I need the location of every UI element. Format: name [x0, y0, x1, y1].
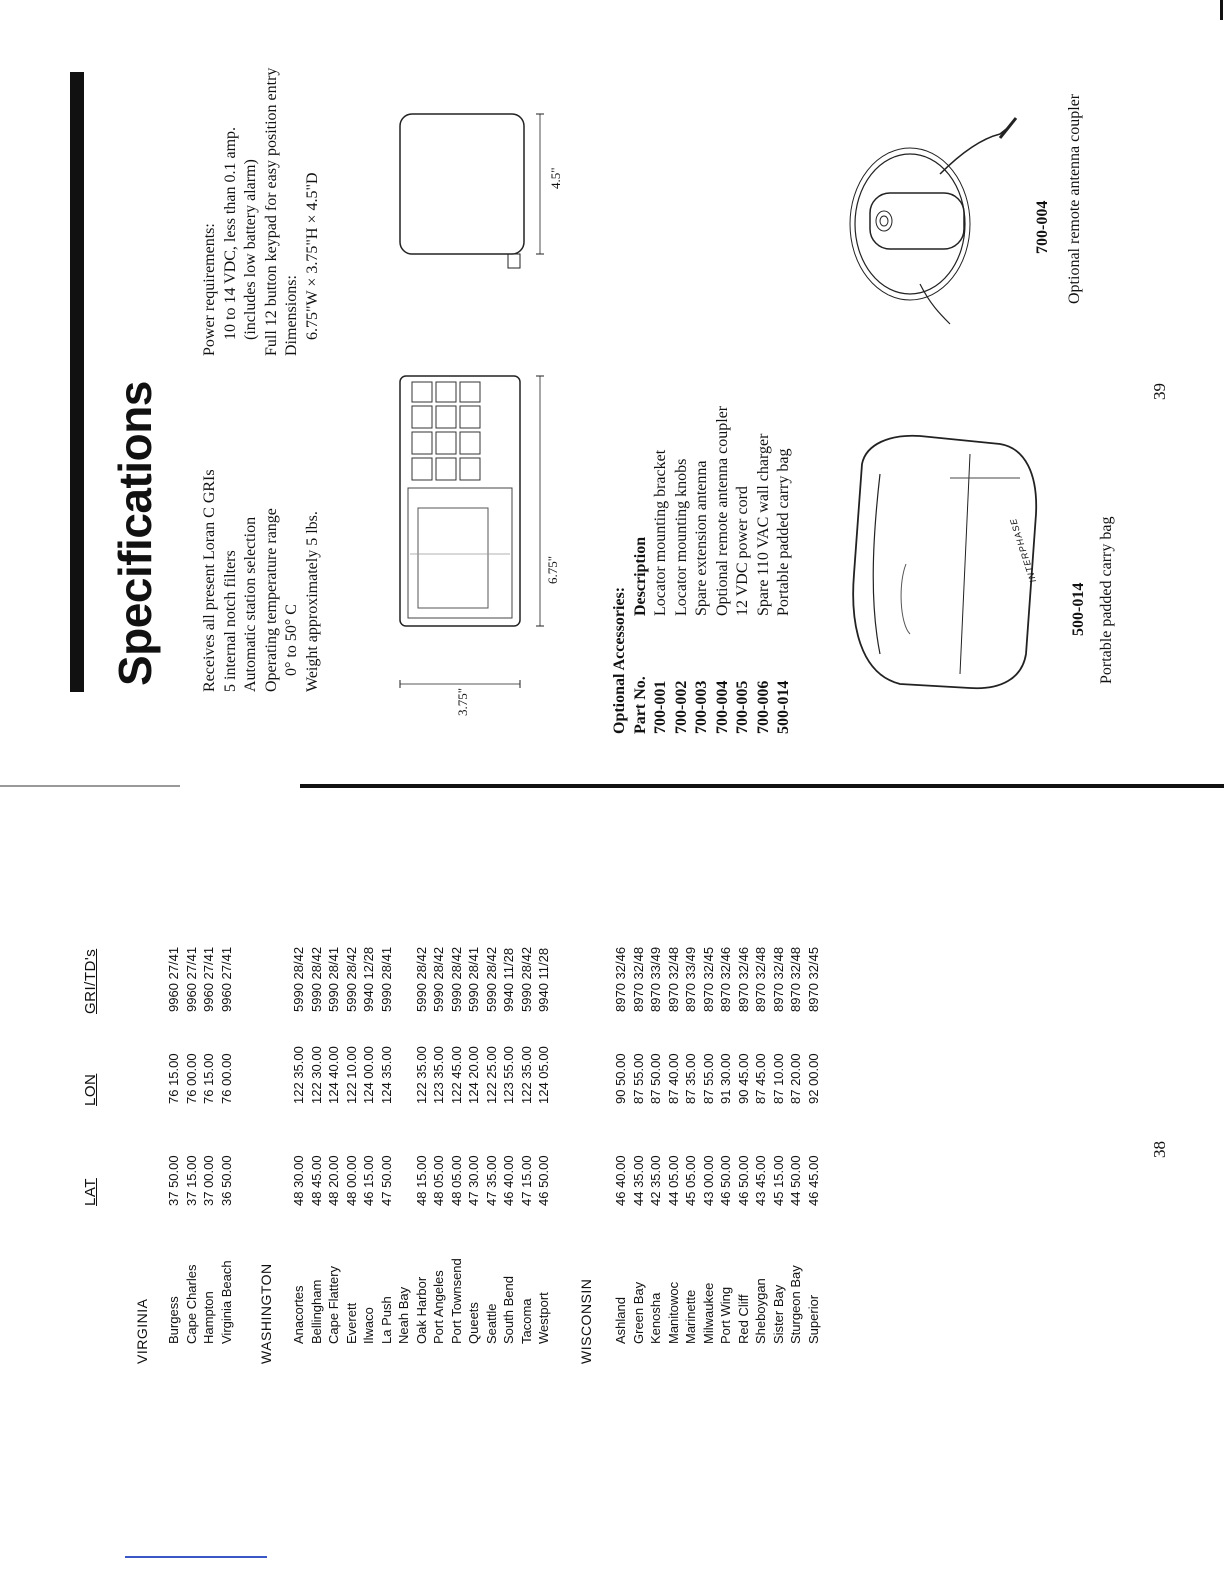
table-row: Milwaukee 43 00.00 87 55.00 8970 32/45	[700, 946, 716, 1344]
page-number-39: 39	[1150, 383, 1169, 400]
bag-part-number: 500-014	[1070, 582, 1087, 636]
spec-line: Power requirements:	[201, 223, 218, 356]
spec-line: Automatic station selection	[242, 516, 259, 692]
table-row: South Bend 46 40.00 123 55.00 9940 11/28	[501, 947, 516, 1344]
state-table-washington	[290, 924, 553, 1344]
coupler-part-number: 700-004	[1034, 200, 1051, 254]
table-row: Tacoma 47 15.00 122 35.00 5990 28/42	[518, 946, 534, 1344]
spec-line: Dimensions:	[283, 275, 300, 356]
table-row: Cape Flattery 48 20.00 124 40.00 5990 28/41	[326, 946, 341, 1344]
page-38	[0, 804, 1224, 1584]
state-heading: WASHINGTON	[258, 1263, 274, 1364]
table-row: 700-003 Spare extension antenna	[693, 460, 710, 734]
column-header-lon: LON	[82, 1073, 99, 1106]
table-row: Green Bay 44 35.00 87 55.00 8970 32/48	[630, 946, 646, 1344]
table-row: Westport 46 50.00 124 05.00 9940 11/28	[536, 947, 551, 1344]
spec-list-right	[200, 68, 323, 356]
table-row: La Push 47 50.00 124 35.00 5990 28/41	[378, 946, 394, 1344]
table-row: 700-002 Locator mounting knobs	[672, 458, 690, 734]
page-title: Specifications	[109, 381, 161, 686]
page-39	[0, 0, 1224, 774]
bag-caption: Portable padded carry bag	[1098, 516, 1115, 684]
table-row: Virginia Beach 36 50.00 76 00.00 9960 27/41	[218, 946, 234, 1344]
spine-line	[300, 784, 1224, 788]
scan-edge-mark	[125, 1556, 267, 1558]
table-row: Seattle 47 35.00 122 25.00 5990 28/42	[483, 946, 499, 1344]
table-row: Burgess 37 50.00 76 15.00 9960 27/41	[166, 946, 181, 1344]
table-row: Ashland 46 40.00 90 50.00 8970 32/46	[613, 946, 628, 1344]
page-number-38: 38	[1150, 1141, 1169, 1158]
scan-edge-mark	[1220, 0, 1223, 20]
table-row: Port Townsend 48 05.00 122 45.00 5990 28/42	[448, 946, 464, 1344]
carry-bag-illustration	[840, 414, 1050, 714]
table-row: Marinette 45 05.00 87 35.00 8970 33/49	[683, 946, 698, 1344]
spec-line: 0° to 50° C	[283, 604, 300, 676]
table-row: Manitowoc 44 05.00 87 40.00 8970 32/48	[665, 946, 681, 1344]
table-row: Oak Harbor 48 15.00 122 35.00 5990 28/42	[413, 946, 429, 1344]
table-row: Red Cliff 46 50.00 90 45.00 8970 32/46	[735, 946, 751, 1344]
state-heading: VIRGINIA	[134, 1298, 150, 1364]
table-row: Sister Bay 45 15.00 87 10.00 8970 32/48	[770, 946, 786, 1344]
coupler-caption: Optional remote antenna coupler	[1066, 93, 1083, 304]
dimension-depth-label: 4.5"	[548, 167, 563, 189]
state-heading: WISCONSIN	[578, 1278, 594, 1364]
spec-line: Full 12 button keypad for easy position entry	[262, 67, 280, 356]
dimension-width-label: 6.75"	[545, 555, 560, 584]
table-row: 700-001 Locator mounting bracket	[652, 449, 669, 734]
table-row: Queets 47 30.00 124 20.00 5990 28/41	[466, 946, 481, 1344]
unit-front-view	[390, 364, 560, 704]
accessories-heading: Optional Accessories:	[611, 586, 628, 734]
table-row: Bellingham 48 45.00 122 30.00 5990 28/42	[308, 946, 324, 1344]
state-table-wisconsin	[612, 924, 822, 1344]
table-row: Anacortes 48 30.00 122 35.00 5990 28/42	[291, 946, 306, 1344]
table-row: Kenosha 42 35.00 87 50.00 8970 33/49	[648, 946, 663, 1344]
table-row: 500-014 Portable padded carry bag	[775, 448, 792, 734]
spec-line: Operating temperature range	[262, 508, 280, 692]
table-row: Neah Bay	[396, 1286, 411, 1344]
state-table-virginia	[165, 924, 235, 1344]
table-row: Superior 46 45.00 92 00.00 8970 32/45	[805, 946, 821, 1344]
table-row: Cape Charles 37 15.00 76 00.00 9960 27/41	[183, 946, 199, 1344]
table-row: 700-006 Spare 110 VAC wall charger	[754, 433, 772, 734]
table-row: Port Angeles 48 05.00 123 35.00 5990 28/42	[431, 946, 446, 1344]
column-header-gri: GRI/TD's	[82, 948, 99, 1014]
spec-line: Weight approximately 5 lbs.	[303, 511, 321, 692]
table-row: 700-005 12 VDC power cord	[734, 486, 751, 734]
table-row: Everett 48 00.00 122 10.00 5990 28/42	[343, 946, 359, 1344]
accessories-header-row: Part No. Description	[631, 536, 649, 734]
spec-line: 10 to 14 VDC, less than 0.1 amp.	[221, 126, 239, 340]
spec-line: 5 internal notch filters	[221, 550, 239, 692]
bag-brand-logo: INTERPHASE	[1007, 516, 1039, 584]
unit-side-view	[380, 84, 550, 274]
column-header-lat: LAT	[82, 1178, 99, 1206]
table-row: 700-004 Optional remote antenna coupler	[713, 405, 731, 734]
table-row: Sturgeon Bay 44 50.00 87 20.00 8970 32/48	[788, 946, 803, 1344]
spec-line: Receives all present Loran C GRIs	[201, 469, 218, 692]
spec-line: (includes low battery alarm)	[242, 159, 259, 340]
accessories-table	[610, 405, 795, 734]
dimension-height-label: 3.75"	[455, 687, 470, 716]
spec-list-left	[200, 469, 323, 692]
header-bar	[70, 72, 84, 692]
spine-line-faint	[0, 785, 180, 787]
antenna-coupler-illustration	[830, 104, 1030, 344]
table-row: Sheboygan 43 45.00 87 45.00 8970 32/48	[753, 946, 768, 1344]
table-row: Hampton 37 00.00 76 15.00 9960 27/41	[201, 946, 216, 1344]
spec-line: 6.75"W × 3.75"H × 4.5"D	[303, 172, 321, 340]
table-row: Ilwaco 46 15.00 124 00.00 9940 12/28	[361, 946, 376, 1344]
table-row: Port Wing 46 50.00 91 30.00 8970 32/46	[718, 946, 733, 1344]
